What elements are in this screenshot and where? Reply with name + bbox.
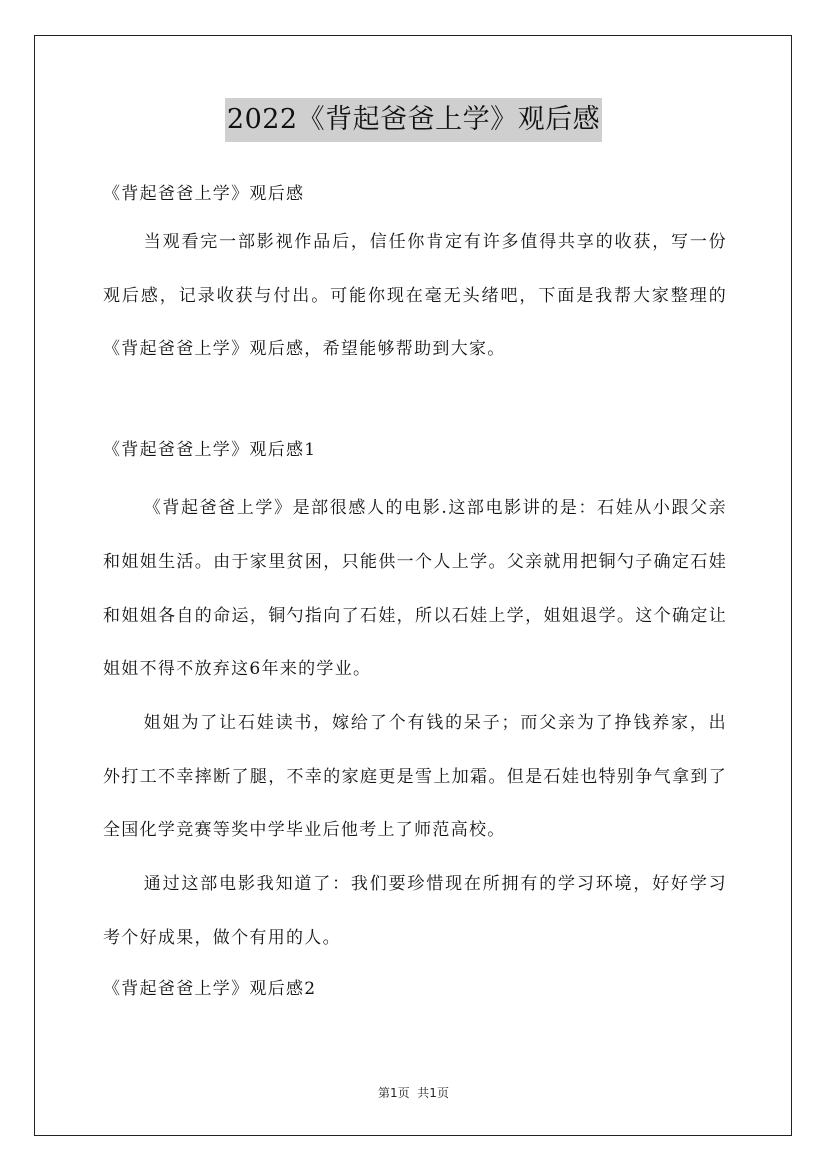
page-footer: 第1页 共1页 — [378, 1086, 449, 1100]
section-1-paragraph-1: 《背起爸爸上学》是部很感人的电影.这部电影讲的是：石娃从小跟父亲和姐姐生活。由于家里贫困，只能供一个人上学。父亲就用把铜勺子确定石娃和姐姐各自的命运，铜勺指向了石娃，所以石娃上学，姐姐退学。这个确定让姐姐不得不放弃这6年来的学业。 — [103, 498, 727, 680]
heading-spacer — [103, 472, 727, 482]
document-body — [103, 172, 727, 1011]
section-2-heading: 《背起爸爸上学》观后感2 — [103, 979, 317, 1000]
section-1-heading: 《背起爸爸上学》观后感1 — [103, 440, 317, 461]
document-title: 2022《背起爸爸上学》观后感 — [225, 98, 602, 142]
intro-paragraph: 当观看完一部影视作品后，信任你肯定有许多值得共享的收获，写一份观后感，记录收获与付出。可能你现在毫无头绪吧，下面是我帮大家整理的《背起爸爸上学》观后感，希望能够帮助到大家。 — [103, 232, 727, 360]
section-1-paragraph-2: 姐姐为了让石娃读书，嫁给了个有钱的呆子；而父亲为了挣钱养家，出外打工不幸摔断了腿，不幸的家庭更是雪上加霜。但是石娃也特别争气拿到了全国化学竞赛等奖中学毕业后他考上了师范高校。 — [103, 712, 727, 841]
section-spacer — [103, 377, 727, 428]
intro-heading: 《背起爸爸上学》观后感 — [103, 184, 305, 204]
section-1-paragraph-3: 通过这部电影我知道了：我们要珍惜现在所拥有的学习环境，好好学习考个好成果，做个有用的人。 — [103, 874, 727, 948]
title-container — [0, 98, 827, 142]
